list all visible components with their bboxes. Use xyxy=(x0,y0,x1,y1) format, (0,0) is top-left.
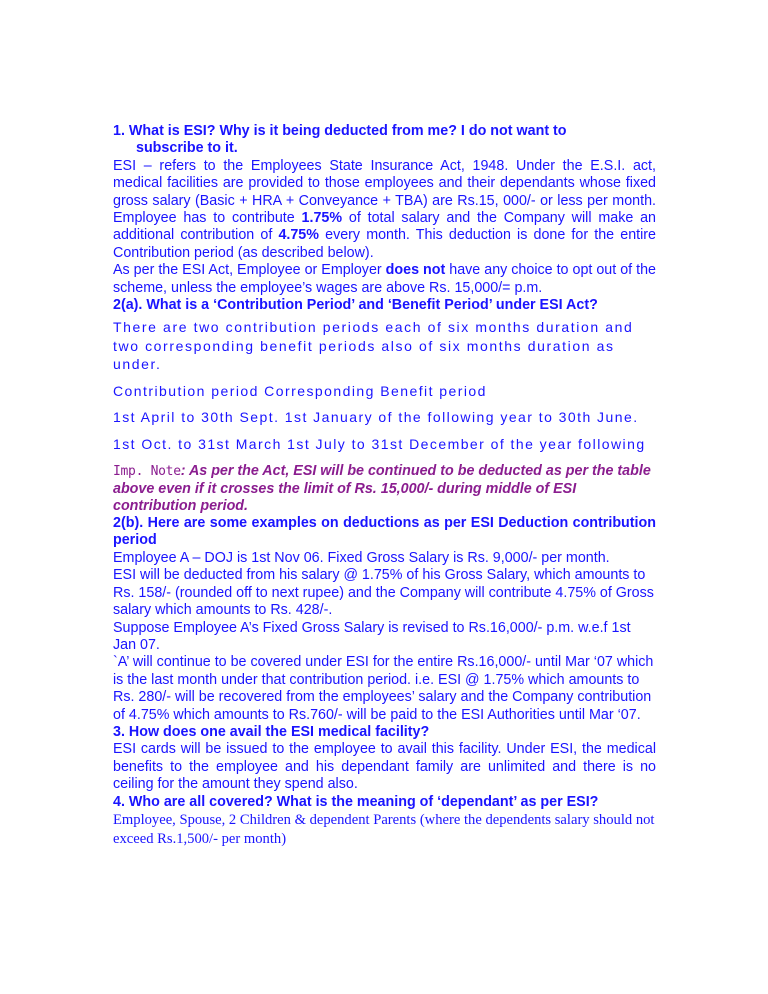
q1-heading-line1: 1. What is ESI? Why is it being deducted from me? I do not want to xyxy=(113,123,567,139)
q1-p2-text-a: As per the ESI Act, Employee or Employer xyxy=(113,262,386,279)
note-label: Imp. Note xyxy=(113,464,181,480)
q4-heading: 4. Who are all covered? What is the meaning of ‘dependant’ as per ESI? xyxy=(113,793,599,810)
q1-p2-text-b: have any choice to opt out of the scheme, unless the employee’s wages are above Rs. 15,000/= p.m. xyxy=(113,262,656,296)
q2b-line-3: Suppose Employee A’s Fixed Gross Salary is revised to Rs.16,000/- p.m. w.e.f 1st Jan 07. xyxy=(113,619,631,653)
company-rate: 4.75% xyxy=(278,227,319,244)
q1-paragraph1 xyxy=(113,158,656,262)
employee-rate: 1.75% xyxy=(301,210,343,227)
q1-p1-text-a: ESI – refers to the Employees State Insurance Act, 1948. Under the E.S.I. act, medical facilities are provided to those employees and their dependants whose fixed gross salary (Basic + HRA + Conveyance + TBA) are Rs.15, 000/- or less per month. Employee has to contribute xyxy=(113,157,656,227)
q2a-intro: There are two contribution periods each of six months duration and two corresponding benefit periods also of six months duration as under. xyxy=(113,319,634,373)
q3-heading: 3. How does one avail the ESI medical facility? xyxy=(113,723,430,740)
q4-text: Employee, Spouse, 2 Children & dependent Parents (where the dependents salary should not exceed Rs.1,500/- per month) xyxy=(113,811,655,847)
period-row-1: 1st April to 30th Sept. 1st January of the following year to 30th June. xyxy=(113,409,639,426)
note-text: : As per the Act, ESI will be continued to be deducted as per the table above even if it crosses the limit of Rs. 15,000/- during middle of ESI contribution period. xyxy=(113,463,651,514)
q2b-line-4: `A’ will continue to be covered under ESI for the entire Rs.16,000/- until Mar ‘07 which is the last month under that contribution period. i.e. ESI @ 1.75% which amounts to Rs. 280/- will be recovered from the employees’ salary and the Company contribution of 4.75% which amounts to Rs.760/- will be paid to the ESI Authorities until Mar ‘07. xyxy=(113,654,654,723)
period-table-header: Contribution period Corresponding Benefit period xyxy=(113,382,487,399)
q2b-heading: 2(b). Here are some examples on deductions as per ESI Deduction contribution period xyxy=(113,515,656,549)
q1-heading xyxy=(113,123,656,158)
important-note xyxy=(113,463,656,515)
q2b-line-1: Employee A – DOJ is 1st Nov 06. Fixed Gross Salary is Rs. 9,000/- per month. xyxy=(113,549,610,566)
q1-p1-text-b: of total salary and the Company will make an additional contribution of xyxy=(113,210,657,244)
q2a-heading: 2(a). What is a ‘Contribution Period’ and ‘Benefit Period’ under ESI Act? xyxy=(113,297,598,314)
q1-heading-line2: subscribe to it. xyxy=(136,140,238,157)
period-row-2: 1st Oct. to 31st March 1st July to 31st December of the year following xyxy=(113,435,646,452)
q3-text: ESI cards will be issued to the employee to avail this facility. Under ESI, the medical benefits to the employee and his dependant family are unlimited and there is no ceiling for the amount they spend also. xyxy=(113,741,656,793)
q2b-line-2: ESI will be deducted from his salary @ 1.75% of his Gross Salary, which amounts to Rs. 158/- (rounded off to next rupee) and the Company will contribute 4.75% of Gross salary which amounts to Rs. 428/-. xyxy=(113,567,654,619)
q1-p1-text-c: every month. This deduction is done for the entire Contribution period (as described below). xyxy=(113,227,657,261)
does-not-emphasis: does not xyxy=(385,262,446,279)
q1-paragraph2 xyxy=(113,262,656,297)
document-content xyxy=(113,123,656,849)
